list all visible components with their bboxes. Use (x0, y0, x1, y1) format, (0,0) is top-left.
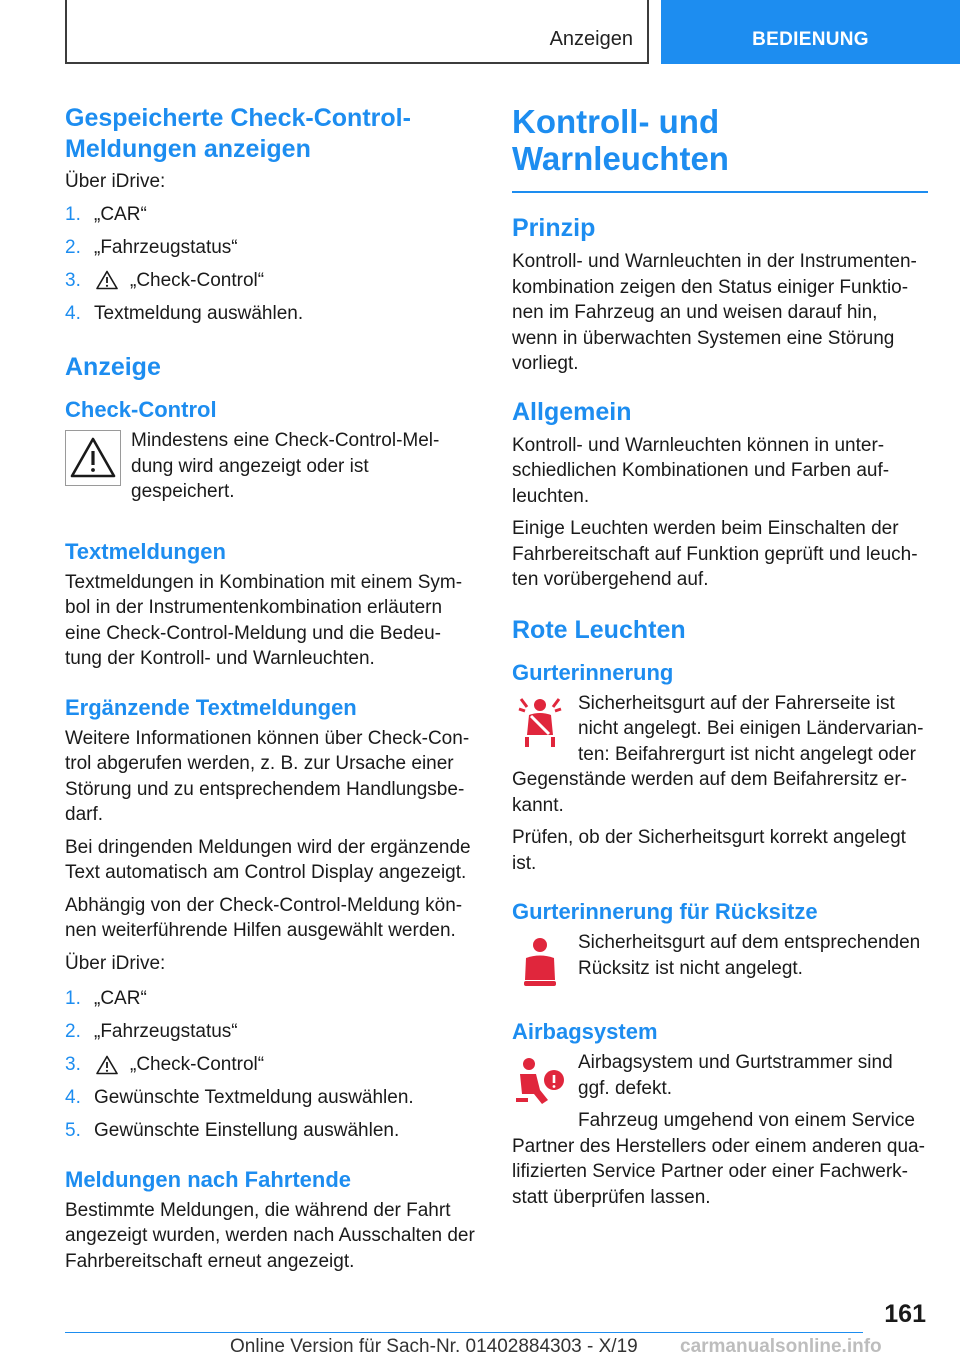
gurterinnerung-block (512, 691, 928, 877)
idrive-intro: Über iDrive: (65, 171, 166, 192)
ergaenzende-p3: Abhängig von der Check-Control-Meldung kön-nen weiterführende Hilfen ausgewählt werden. (65, 894, 463, 941)
gurterinnerung-p2: Prüfen, ob der Sicherheitsgurt korrekt angelegt ist. (512, 827, 906, 874)
list-item: 3. „Check-Control“ (65, 1054, 265, 1075)
header-chapter-label: BEDIENUNG (752, 29, 869, 50)
airbagsystem-p2: Fahrzeug umgehend von einem Service Partner des Herstellers oder einem anderen qua-lifizierten Service Partner oder einer Fachwerk-statt überprüfen lassen. (512, 1110, 925, 1208)
heading-meldungen-nach-fahrtende: Meldungen nach Fahrtende (65, 1166, 352, 1192)
chapter-title-line1: Kontroll- und (512, 103, 720, 140)
meldungen-nach-fahrtende-text: Bestimmte Meldungen, die während der Fahrt angezeigt wurden, werden nach Ausschalten der Fahrbereitschaft erneut angezeigt. (65, 1199, 475, 1272)
airbag-icon-frame (512, 1054, 568, 1110)
airbagsystem-block (512, 1050, 928, 1210)
steps-list-2 (65, 986, 477, 1144)
chapter-title-line2: Warnleuchten (512, 140, 729, 177)
allgemein-p1: Kontroll- und Warnleuchten können in unter-schiedlichen Kombinationen und Farben auf-leuchten. (512, 434, 890, 507)
heading-prinzip: Prinzip (512, 214, 596, 242)
list-item: 2. „Fahrzeugstatus“ (65, 236, 238, 258)
heading-airbagsystem: Airbagsystem (512, 1019, 658, 1044)
gurterinnerung-ruecksitze-text: Sicherheitsgurt auf dem entsprechenden Rücksitz ist nicht angelegt. (578, 932, 921, 979)
heading-allgemein: Allgemein (512, 397, 632, 426)
gurterinnerung-ruecksitze-block (512, 930, 928, 990)
heading-gurterinnerung-ruecksitze: Gurterinnerung für Rücksitze (512, 899, 818, 924)
prinzip-text: Kontroll- und Warnleuchten in der Instrumenten-kombination zeigen den Status einiger Funktio-nen im Fahrzeug an und weisen darauf hin, wenn in überwachten Systemen eine Störung vorliegt. (512, 251, 917, 374)
ergaenzende-p1: Weitere Informationen können über Check-Con-trol abgerufen werden, z. B. zur Ursache einer Störung und zu entsprechendem Handlungsbe-darf. (65, 727, 470, 825)
heading-gurterinnerung: Gurterinnerung (512, 659, 674, 685)
rear-seatbelt-icon-frame (512, 934, 568, 990)
list-item: 3. „Check-Control“ (65, 269, 265, 291)
ergaenzende-p2: Bei dringenden Meldungen wird der ergänzende Text automatisch am Control Display angezeigt. (65, 836, 471, 883)
list-item: 2. „Fahrzeugstatus“ (65, 1021, 238, 1042)
idrive-intro-2: Über iDrive: (65, 952, 166, 974)
check-control-text: Mindestens eine Check-Control-Mel-dung wird angezeigt oder ist gespeichert. (131, 430, 440, 502)
heading-ergaenzende-textmeldungen: Ergänzende Textmeldungen (65, 694, 357, 720)
gurterinnerung-p1: Sicherheitsgurt auf der Fahrerseite ist nicht angelegt. Bei einigen Ländervarian-ten: Beifahrergurt ist nicht angelegt oder Gegenstände werden auf dem Beifahrersitz er-kannt. (512, 692, 924, 816)
airbagsystem-p1: Airbagsystem und Gurtstrammer sind ggf. defekt. (578, 1052, 893, 1099)
seatbelt-reminder-icon-frame (512, 695, 568, 751)
textmeldungen-text: Textmeldungen in Kombination mit einem Sym-bol in der Instrumentenkombination erläutern eine Check-Control-Meldung und die Bedeu-tung der Kontroll- und Warnleuchten. (65, 571, 463, 669)
list-item: 1. „CAR“ (65, 988, 147, 1009)
footer-online-version: Online Version für Sach-Nr. 01402884303 - X/19 (230, 1336, 638, 1357)
warning-triangle-icon (96, 1055, 118, 1075)
list-item: 5. Gewünschte Einstellung auswählen. (65, 1120, 400, 1141)
airbag-icon (514, 1056, 566, 1108)
watermark: carmanualsonline.info (680, 1336, 882, 1357)
heading-textmeldungen: Textmeldungen (65, 538, 226, 564)
page-number: 161 (884, 1300, 926, 1328)
heading-anzeige: Anzeige (65, 353, 161, 381)
title-divider (512, 191, 928, 193)
warning-triangle-icon (69, 436, 117, 480)
header-chapter-tab (661, 0, 960, 64)
left-column (65, 103, 477, 1281)
footer-divider (65, 1332, 863, 1333)
list-item: 1. „CAR“ (65, 203, 147, 225)
rear-seatbelt-icon (520, 936, 560, 988)
section-title-stored-messages: Gespeicherte Check-Control-Meldungen anzeigen (65, 104, 411, 163)
list-item: 4. Gewünschte Textmeldung auswählen. (65, 1087, 414, 1108)
header-section-box (65, 0, 649, 64)
heading-check-control: Check-Control (65, 397, 217, 422)
list-item: 4. Textmeldung auswählen. (65, 302, 304, 324)
seatbelt-reminder-icon (517, 697, 563, 749)
steps-list-1 (65, 202, 477, 327)
header-section-label: Anzeigen (549, 28, 633, 50)
check-control-block (65, 428, 477, 512)
check-control-icon-frame (65, 430, 121, 486)
chapter-title (512, 103, 928, 177)
heading-rote-leuchten: Rote Leuchten (512, 615, 686, 644)
right-column (512, 103, 928, 1217)
allgemein-p2: Einige Leuchten werden beim Einschalten der Fahrbereitschaft auf Funktion geprüft und leuch-ten vorübergehend auf. (512, 518, 918, 590)
warning-triangle-icon (96, 270, 118, 290)
